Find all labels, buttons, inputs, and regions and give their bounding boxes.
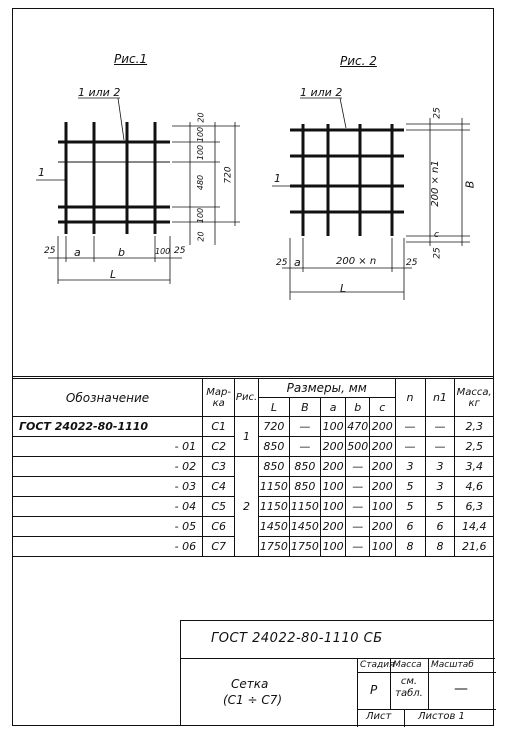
figure-2-dim-200n: 200 × n bbox=[336, 256, 377, 267]
figure-1-dim-100-a: 100 bbox=[196, 144, 206, 161]
header-b: b bbox=[346, 398, 370, 417]
row-L: 850 bbox=[258, 437, 289, 457]
figure-1 bbox=[36, 98, 240, 284]
row-designation: - 01 bbox=[13, 437, 203, 457]
figure-2-dim-L: L bbox=[340, 282, 347, 295]
row-c: 100 bbox=[369, 497, 395, 517]
row-mark: С4 bbox=[203, 477, 235, 497]
row-L: 1450 bbox=[258, 517, 289, 537]
figure-1-dim-20-bottom: 20 bbox=[196, 231, 206, 242]
row-n: — bbox=[395, 437, 425, 457]
row-n1: 5 bbox=[425, 497, 455, 517]
figure-2-dim-B: B bbox=[463, 180, 477, 189]
row-mass: 3,4 bbox=[455, 457, 494, 477]
row-a: 100 bbox=[320, 417, 346, 437]
header-L: L bbox=[258, 398, 289, 417]
row-B: 1150 bbox=[289, 497, 320, 517]
figure-1-dim-L: L bbox=[110, 268, 117, 281]
row-mass: 21,6 bbox=[455, 537, 494, 557]
table-row bbox=[13, 417, 494, 437]
figure-2-dim-a: a bbox=[294, 256, 301, 269]
figure-1-dim-100-top: 100 bbox=[196, 126, 206, 143]
row-mark: С2 bbox=[203, 437, 235, 457]
header-designation: Обозначение bbox=[13, 379, 203, 417]
row-L: 1150 bbox=[258, 497, 289, 517]
row-designation: - 02 bbox=[13, 457, 203, 477]
row-a: 200 bbox=[320, 517, 346, 537]
sheets-label: Листов 1 bbox=[418, 711, 465, 722]
row-c: 200 bbox=[369, 517, 395, 537]
row-b: — bbox=[346, 457, 370, 477]
mass-label: Масса bbox=[393, 660, 422, 670]
row-mark: С7 bbox=[203, 537, 235, 557]
row-B: 1450 bbox=[289, 517, 320, 537]
row-figure: 2 bbox=[235, 457, 259, 557]
figure-1-dim-b: b bbox=[118, 246, 125, 259]
header-c: c bbox=[369, 398, 395, 417]
header-mark: Мар- ка bbox=[203, 379, 235, 417]
title-block bbox=[180, 620, 494, 726]
row-n: 6 bbox=[395, 517, 425, 537]
header-n: n bbox=[395, 379, 425, 417]
table-header-row-1 bbox=[13, 379, 494, 398]
row-n: 5 bbox=[395, 497, 425, 517]
title-block-code: ГОСТ 24022-80-1110 СБ bbox=[211, 631, 383, 646]
figure-1-dim-25-right: 25 bbox=[174, 246, 186, 256]
figure-2-dim-25-bottom: 25 bbox=[432, 247, 443, 259]
row-mark: С1 bbox=[203, 417, 235, 437]
figure-1-position: 1 bbox=[38, 166, 45, 179]
scale-value: — bbox=[454, 681, 468, 697]
row-L: 850 bbox=[258, 457, 289, 477]
row-mass: 4,6 bbox=[455, 477, 494, 497]
figure-2-dim-25-top: 25 bbox=[432, 107, 443, 119]
row-n1: 6 bbox=[425, 517, 455, 537]
row-mass: 14,4 bbox=[455, 517, 494, 537]
row-mark: С6 bbox=[203, 517, 235, 537]
row-L: 720 bbox=[258, 417, 289, 437]
stage-label: Стадия bbox=[360, 660, 395, 670]
row-a: 200 bbox=[320, 437, 346, 457]
row-b: — bbox=[346, 537, 370, 557]
figure-2-dim-200n1: 200 × n1 bbox=[429, 160, 441, 207]
figure-2-title: Рис. 2 bbox=[340, 54, 377, 68]
row-a: 100 bbox=[320, 497, 346, 517]
scale-label: Масштаб bbox=[431, 660, 474, 670]
row-n1: — bbox=[425, 417, 455, 437]
row-n: — bbox=[395, 417, 425, 437]
row-B: 1750 bbox=[289, 537, 320, 557]
figure-1-callout: 1 или 2 bbox=[78, 86, 121, 99]
row-a: 100 bbox=[320, 477, 346, 497]
row-c: 100 bbox=[369, 537, 395, 557]
figure-2-dim-c: c bbox=[434, 230, 439, 240]
specification-table bbox=[12, 378, 494, 557]
row-mass: 2,5 bbox=[455, 437, 494, 457]
row-n1: 8 bbox=[425, 537, 455, 557]
row-designation: - 03 bbox=[13, 477, 203, 497]
row-mass: 6,3 bbox=[455, 497, 494, 517]
title-block-name-1: Сетка bbox=[231, 677, 269, 691]
header-a: a bbox=[320, 398, 346, 417]
sheet-label: Лист bbox=[366, 711, 392, 722]
header-n1: n1 bbox=[425, 379, 455, 417]
row-n: 3 bbox=[395, 457, 425, 477]
row-figure: 1 bbox=[235, 417, 259, 457]
header-fig: Рис. bbox=[235, 379, 259, 417]
row-b: — bbox=[346, 517, 370, 537]
figure-1-dim-100: 100 bbox=[155, 247, 171, 256]
row-c: 200 bbox=[369, 417, 395, 437]
row-n: 8 bbox=[395, 537, 425, 557]
figure-2-dim-25-right: 25 bbox=[406, 258, 418, 268]
header-B: B bbox=[289, 398, 320, 417]
row-B: — bbox=[289, 417, 320, 437]
row-c: 200 bbox=[369, 477, 395, 497]
table-row bbox=[13, 457, 494, 477]
row-B: 850 bbox=[289, 477, 320, 497]
row-c: 200 bbox=[369, 457, 395, 477]
row-n: 5 bbox=[395, 477, 425, 497]
row-n1: — bbox=[425, 437, 455, 457]
row-n1: 3 bbox=[425, 477, 455, 497]
row-b: 470 bbox=[346, 417, 370, 437]
row-b: 500 bbox=[346, 437, 370, 457]
row-L: 1150 bbox=[258, 477, 289, 497]
figure-2-position: 1 bbox=[274, 172, 281, 185]
figure-1-dim-480: 480 bbox=[196, 174, 206, 191]
table-body bbox=[13, 417, 494, 557]
row-B: 850 bbox=[289, 457, 320, 477]
row-L: 1750 bbox=[258, 537, 289, 557]
figure-1-dim-a: a bbox=[74, 246, 81, 259]
row-designation: - 04 bbox=[13, 497, 203, 517]
row-c: 200 bbox=[369, 437, 395, 457]
stage-value: Р bbox=[370, 683, 378, 697]
row-designation: - 06 bbox=[13, 537, 203, 557]
figure-1-dim-720: 720 bbox=[223, 166, 234, 184]
row-b: — bbox=[346, 477, 370, 497]
row-a: 200 bbox=[320, 457, 346, 477]
row-b: — bbox=[346, 497, 370, 517]
row-mark: С5 bbox=[203, 497, 235, 517]
figure-1-dim-100-b: 100 bbox=[196, 207, 206, 224]
mass-value: см. табл. bbox=[395, 676, 423, 699]
row-a: 100 bbox=[320, 537, 346, 557]
title-block-name-2: (С1 ÷ С7) bbox=[223, 693, 283, 707]
row-designation: - 05 bbox=[13, 517, 203, 537]
header-mass: Масса, кг bbox=[455, 379, 494, 417]
figure-2-dim-25-left: 25 bbox=[276, 258, 288, 268]
figure-2-callout: 1 или 2 bbox=[300, 86, 343, 99]
table-top-rule bbox=[12, 376, 494, 377]
row-mark: С3 bbox=[203, 457, 235, 477]
figure-1-title: Рис.1 bbox=[114, 52, 148, 66]
row-mass: 2,3 bbox=[455, 417, 494, 437]
figure-1-dim-20-top: 20 bbox=[196, 112, 206, 123]
row-designation: ГОСТ 24022-80-1110 bbox=[13, 417, 203, 437]
figure-1-dim-25-left: 25 bbox=[44, 246, 56, 256]
row-n1: 3 bbox=[425, 457, 455, 477]
row-B: — bbox=[289, 437, 320, 457]
header-sizes: Размеры, мм bbox=[258, 379, 395, 398]
